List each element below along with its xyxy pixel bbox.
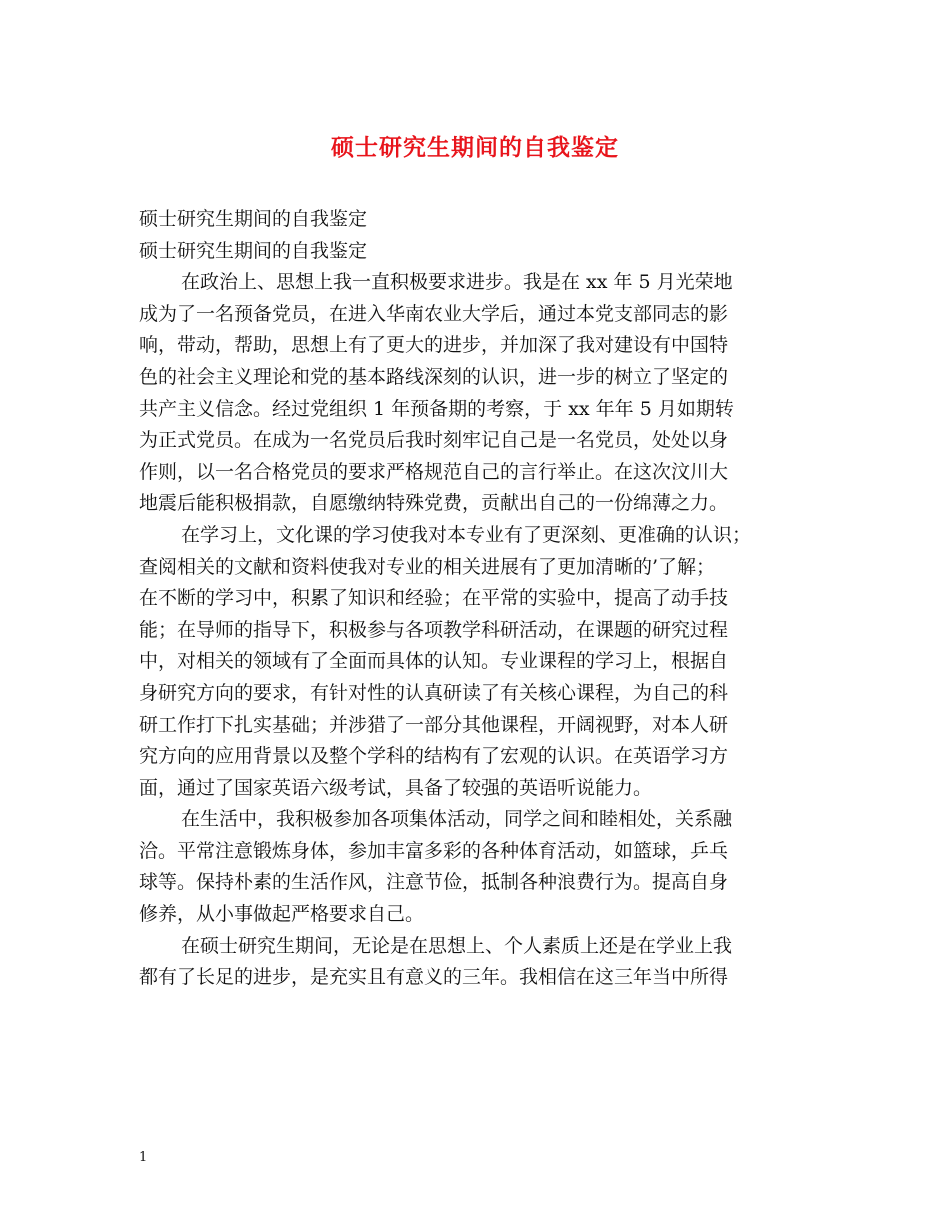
paragraph-line: 查阅相关的文献和资料使我对专业的相关进展有了更加清晰的’了解； [139, 555, 716, 578]
paragraph-line: 修养，从小事做起严格要求自己。 [139, 903, 425, 926]
paragraph-line: 为正式党员。在成为一名党员后我时刻牢记自己是一名党员，处处以身 [139, 429, 729, 452]
paragraph-line: 研工作打下扎实基础；并涉猎了一部分其他课程，开阔视野，对本人研 [139, 713, 729, 736]
subtitle-line: 硕士研究生期间的自我鉴定 [139, 239, 368, 262]
paragraph-line: 中，对相关的领域有了全面而具体的认知。专业课程的学习上，根据自 [139, 650, 729, 673]
paragraph-line: 能；在导师的指导下，积极参与各项教学科研活动，在课题的研究过程 [139, 618, 729, 641]
paragraph-line: 共产主义信念。经过党组织 1 年预备期的考察，于 xx 年年 5 月如期转 [139, 397, 734, 420]
paragraph-line: 在不断的学习中，积累了知识和经验；在平常的实验中，提高了动手技 [139, 587, 729, 610]
paragraph-line: 在硕士研究生期间，无论是在思想上、个人素质上还是在学业上我 [181, 934, 733, 957]
page-number: 1 [139, 1150, 148, 1165]
paragraph-line: 成为了一名预备党员，在进入华南农业大学后，通过本党支部同志的影 [139, 302, 729, 325]
paragraph-line: 都有了长足的进步，是充实且有意义的三年。我相信在这三年当中所得 [139, 966, 729, 989]
paragraph-line: 在学习上，文化课的学习使我对本专业有了更深刻、更准确的认识； [181, 523, 752, 546]
subtitle-line: 硕士研究生期间的自我鉴定 [139, 208, 368, 230]
paragraph-line: 地震后能积极捐款，自愿缴纳特殊党费，贡献出自己的一份绵薄之力。 [139, 492, 729, 515]
document-title: 硕士研究生期间的自我鉴定 [331, 134, 619, 161]
document-body [139, 204, 815, 994]
paragraph-line: 作则，以一名合格党员的要求严格规范自己的言行举止。在这次汶川大 [139, 460, 729, 483]
paragraph-line: 响，带动，帮助，思想上有了更大的进步，并加深了我对建设有中国特 [139, 334, 729, 357]
paragraph-line: 色的社会主义理论和党的基本路线深刻的认识，进一步的树立了坚定的 [139, 365, 729, 388]
paragraph-line: 究方向的应用背景以及整个学科的结构有了宏观的认识。在英语学习方 [139, 745, 729, 768]
paragraph-line: 面，通过了国家英语六级考试，具备了较强的英语听说能力。 [139, 776, 653, 799]
paragraph-line: 洽。平常注意锻炼身体，参加丰富多彩的各种体育活动，如篮球，乒乓 [139, 839, 729, 862]
paragraph-line: 身研究方向的要求，有针对性的认真研读了有关核心课程，为自己的科 [139, 681, 729, 704]
paragraph-line: 球等。保持朴素的生活作风，注意节俭，抵制各种浪费行为。提高自身 [139, 871, 729, 894]
paragraph-line: 在生活中，我积极参加各项集体活动，同学之间和睦相处，关系融 [181, 808, 733, 831]
paragraph-line: 在政治上、思想上我一直积极要求进步。我是在 xx 年 5 月光荣地 [181, 271, 733, 294]
